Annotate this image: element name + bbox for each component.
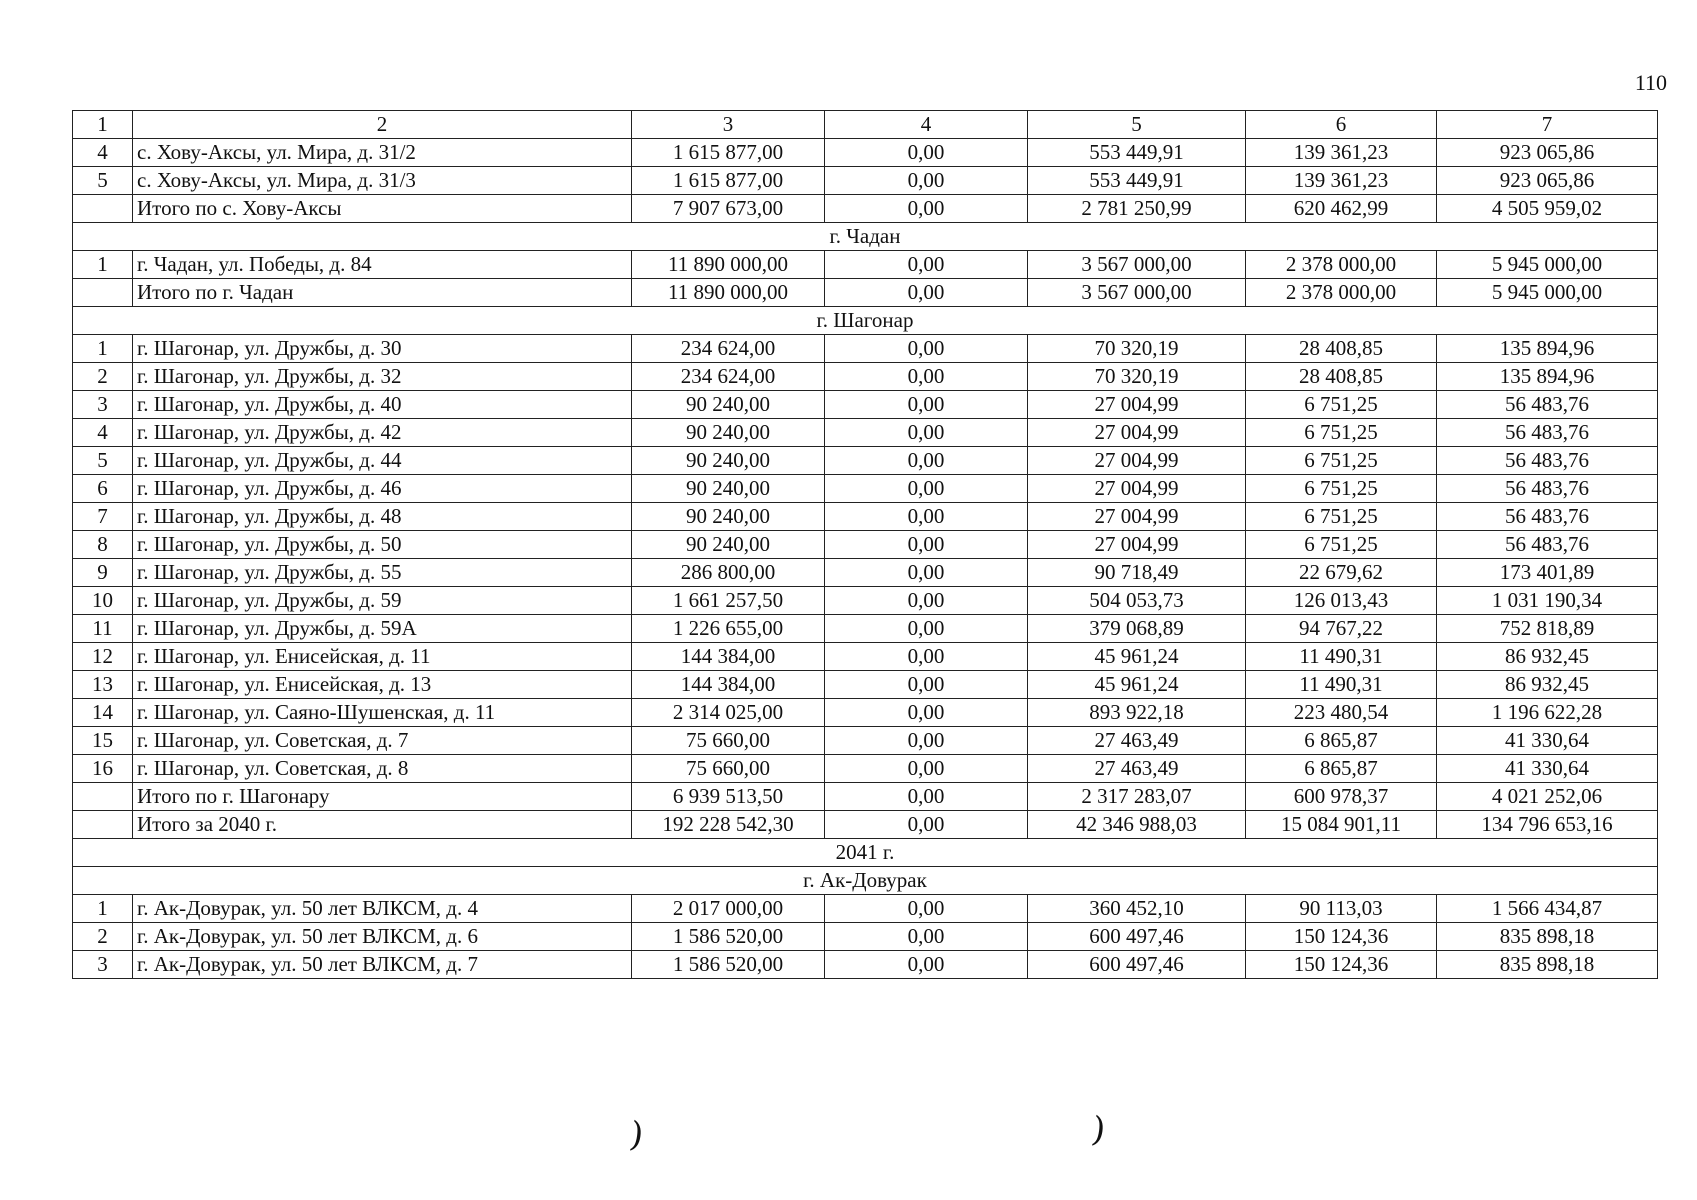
- amount-cell: 2 378 000,00: [1246, 251, 1437, 279]
- amount-cell: 28 408,85: [1246, 335, 1437, 363]
- amount-cell: 0,00: [825, 643, 1028, 671]
- amount-cell: 134 796 653,16: [1437, 811, 1658, 839]
- amount-cell: 0,00: [825, 363, 1028, 391]
- address-cell: г. Шагонар, ул. Енисейская, д. 11: [133, 643, 632, 671]
- row-number-cell: 1: [73, 335, 133, 363]
- amount-cell: 835 898,18: [1437, 951, 1658, 979]
- row-number-cell: [73, 811, 133, 839]
- amount-cell: 56 483,76: [1437, 447, 1658, 475]
- budget-table: [72, 110, 1658, 979]
- amount-cell: 27 004,99: [1028, 531, 1246, 559]
- amount-cell: 923 065,86: [1437, 139, 1658, 167]
- table-row: [73, 139, 1658, 167]
- section-label: 2041 г.: [73, 839, 1658, 867]
- amount-cell: 90 240,00: [632, 531, 825, 559]
- amount-cell: 1 586 520,00: [632, 951, 825, 979]
- amount-cell: 1 586 520,00: [632, 923, 825, 951]
- amount-cell: 86 932,45: [1437, 671, 1658, 699]
- header-cell: 1: [73, 111, 133, 139]
- row-number-cell: 13: [73, 671, 133, 699]
- amount-cell: 0,00: [825, 279, 1028, 307]
- amount-cell: 1 566 434,87: [1437, 895, 1658, 923]
- table-row: [73, 195, 1658, 223]
- amount-cell: 0,00: [825, 755, 1028, 783]
- amount-cell: 56 483,76: [1437, 391, 1658, 419]
- amount-cell: 56 483,76: [1437, 475, 1658, 503]
- amount-cell: 6 751,25: [1246, 419, 1437, 447]
- amount-cell: 0,00: [825, 531, 1028, 559]
- amount-cell: 553 449,91: [1028, 167, 1246, 195]
- amount-cell: 90 240,00: [632, 475, 825, 503]
- amount-cell: 6 751,25: [1246, 503, 1437, 531]
- amount-cell: 56 483,76: [1437, 503, 1658, 531]
- amount-cell: 0,00: [825, 167, 1028, 195]
- amount-cell: 1 031 190,34: [1437, 587, 1658, 615]
- amount-cell: 0,00: [825, 475, 1028, 503]
- amount-cell: 4 021 252,06: [1437, 783, 1658, 811]
- table-row: [73, 755, 1658, 783]
- amount-cell: 7 907 673,00: [632, 195, 825, 223]
- address-cell: г. Шагонар, ул. Советская, д. 8: [133, 755, 632, 783]
- amount-cell: 150 124,36: [1246, 923, 1437, 951]
- table-row: [73, 783, 1658, 811]
- address-cell: Итого по с. Хову-Аксы: [133, 195, 632, 223]
- table-row: [73, 615, 1658, 643]
- section-row: [73, 223, 1658, 251]
- address-cell: г. Чадан, ул. Победы, д. 84: [133, 251, 632, 279]
- address-cell: г. Ак-Довурак, ул. 50 лет ВЛКСМ, д. 4: [133, 895, 632, 923]
- amount-cell: 0,00: [825, 811, 1028, 839]
- amount-cell: 0,00: [825, 587, 1028, 615]
- section-label: г. Ак-Довурак: [73, 867, 1658, 895]
- address-cell: г. Шагонар, ул. Дружбы, д. 42: [133, 419, 632, 447]
- amount-cell: 27 004,99: [1028, 391, 1246, 419]
- section-row: [73, 839, 1658, 867]
- amount-cell: 553 449,91: [1028, 139, 1246, 167]
- amount-cell: 135 894,96: [1437, 335, 1658, 363]
- amount-cell: 1 196 622,28: [1437, 699, 1658, 727]
- address-cell: г. Шагонар, ул. Дружбы, д. 32: [133, 363, 632, 391]
- amount-cell: 600 497,46: [1028, 923, 1246, 951]
- table-row: [73, 419, 1658, 447]
- amount-cell: 75 660,00: [632, 727, 825, 755]
- row-number-cell: 1: [73, 251, 133, 279]
- row-number-cell: [73, 279, 133, 307]
- row-number-cell: 2: [73, 363, 133, 391]
- address-cell: г. Шагонар, ул. Дружбы, д. 59: [133, 587, 632, 615]
- table-row: [73, 391, 1658, 419]
- table-row: [73, 727, 1658, 755]
- amount-cell: 90 240,00: [632, 503, 825, 531]
- amount-cell: 126 013,43: [1246, 587, 1437, 615]
- table-row: [73, 251, 1658, 279]
- address-cell: Итого за 2040 г.: [133, 811, 632, 839]
- header-cell: 6: [1246, 111, 1437, 139]
- table-row: [73, 279, 1658, 307]
- address-cell: г. Шагонар, ул. Дружбы, д. 50: [133, 531, 632, 559]
- header-cell: 4: [825, 111, 1028, 139]
- table-header-row: [73, 111, 1658, 139]
- amount-cell: 5 945 000,00: [1437, 251, 1658, 279]
- amount-cell: 2 017 000,00: [632, 895, 825, 923]
- address-cell: г. Шагонар, ул. Саяно-Шушенская, д. 11: [133, 699, 632, 727]
- amount-cell: 1 226 655,00: [632, 615, 825, 643]
- header-cell: 2: [133, 111, 632, 139]
- table-row: [73, 811, 1658, 839]
- amount-cell: 0,00: [825, 251, 1028, 279]
- amount-cell: 923 065,86: [1437, 167, 1658, 195]
- amount-cell: 6 865,87: [1246, 755, 1437, 783]
- amount-cell: 2 781 250,99: [1028, 195, 1246, 223]
- amount-cell: 15 084 901,11: [1246, 811, 1437, 839]
- amount-cell: 90 240,00: [632, 419, 825, 447]
- row-number-cell: 1: [73, 895, 133, 923]
- amount-cell: 90 240,00: [632, 391, 825, 419]
- amount-cell: 1 615 877,00: [632, 167, 825, 195]
- address-cell: г. Шагонар, ул. Советская, д. 7: [133, 727, 632, 755]
- page-number: 110: [1634, 70, 1667, 95]
- amount-cell: 22 679,62: [1246, 559, 1437, 587]
- amount-cell: 379 068,89: [1028, 615, 1246, 643]
- amount-cell: 27 004,99: [1028, 503, 1246, 531]
- amount-cell: 192 228 542,30: [632, 811, 825, 839]
- amount-cell: 90 113,03: [1246, 895, 1437, 923]
- table-row: [73, 363, 1658, 391]
- amount-cell: 0,00: [825, 195, 1028, 223]
- amount-cell: 5 945 000,00: [1437, 279, 1658, 307]
- header-cell: 3: [632, 111, 825, 139]
- address-cell: г. Шагонар, ул. Дружбы, д. 55: [133, 559, 632, 587]
- amount-cell: 6 939 513,50: [632, 783, 825, 811]
- address-cell: г. Шагонар, ул. Дружбы, д. 48: [133, 503, 632, 531]
- amount-cell: 835 898,18: [1437, 923, 1658, 951]
- table-row: [73, 699, 1658, 727]
- table-row: [73, 559, 1658, 587]
- address-cell: Итого по г. Чадан: [133, 279, 632, 307]
- amount-cell: 0,00: [825, 419, 1028, 447]
- amount-cell: 11 890 000,00: [632, 279, 825, 307]
- row-number-cell: 14: [73, 699, 133, 727]
- section-row: [73, 307, 1658, 335]
- table-row: [73, 475, 1658, 503]
- amount-cell: 1 661 257,50: [632, 587, 825, 615]
- amount-cell: 41 330,64: [1437, 727, 1658, 755]
- amount-cell: 600 978,37: [1246, 783, 1437, 811]
- row-number-cell: 7: [73, 503, 133, 531]
- amount-cell: 0,00: [825, 699, 1028, 727]
- row-number-cell: 4: [73, 419, 133, 447]
- amount-cell: 893 922,18: [1028, 699, 1246, 727]
- amount-cell: 11 490,31: [1246, 643, 1437, 671]
- amount-cell: 0,00: [825, 783, 1028, 811]
- amount-cell: 0,00: [825, 727, 1028, 755]
- amount-cell: 11 890 000,00: [632, 251, 825, 279]
- table-row: [73, 951, 1658, 979]
- row-number-cell: 9: [73, 559, 133, 587]
- amount-cell: 1 615 877,00: [632, 139, 825, 167]
- amount-cell: 0,00: [825, 503, 1028, 531]
- amount-cell: 223 480,54: [1246, 699, 1437, 727]
- amount-cell: 360 452,10: [1028, 895, 1246, 923]
- amount-cell: 0,00: [825, 139, 1028, 167]
- row-number-cell: 3: [73, 951, 133, 979]
- address-cell: с. Хову-Аксы, ул. Мира, д. 31/3: [133, 167, 632, 195]
- table-row: [73, 587, 1658, 615]
- pencil-mark: ): [627, 1114, 646, 1156]
- amount-cell: 0,00: [825, 447, 1028, 475]
- section-label: г. Шагонар: [73, 307, 1658, 335]
- row-number-cell: [73, 783, 133, 811]
- table-row: [73, 671, 1658, 699]
- amount-cell: 0,00: [825, 951, 1028, 979]
- amount-cell: 2 314 025,00: [632, 699, 825, 727]
- address-cell: г. Шагонар, ул. Дружбы, д. 40: [133, 391, 632, 419]
- amount-cell: 6 751,25: [1246, 391, 1437, 419]
- amount-cell: 4 505 959,02: [1437, 195, 1658, 223]
- amount-cell: 6 865,87: [1246, 727, 1437, 755]
- amount-cell: 144 384,00: [632, 643, 825, 671]
- amount-cell: 27 463,49: [1028, 755, 1246, 783]
- table-row: [73, 923, 1658, 951]
- address-cell: г. Шагонар, ул. Дружбы, д. 30: [133, 335, 632, 363]
- address-cell: с. Хову-Аксы, ул. Мира, д. 31/2: [133, 139, 632, 167]
- amount-cell: 2 378 000,00: [1246, 279, 1437, 307]
- header-cell: 5: [1028, 111, 1246, 139]
- amount-cell: 70 320,19: [1028, 363, 1246, 391]
- amount-cell: 27 004,99: [1028, 447, 1246, 475]
- amount-cell: 42 346 988,03: [1028, 811, 1246, 839]
- address-cell: г. Ак-Довурак, ул. 50 лет ВЛКСМ, д. 7: [133, 951, 632, 979]
- amount-cell: 28 408,85: [1246, 363, 1437, 391]
- row-number-cell: 5: [73, 167, 133, 195]
- table-row: [73, 167, 1658, 195]
- address-cell: г. Шагонар, ул. Дружбы, д. 46: [133, 475, 632, 503]
- row-number-cell: 12: [73, 643, 133, 671]
- amount-cell: 0,00: [825, 559, 1028, 587]
- table-row: [73, 895, 1658, 923]
- amount-cell: 234 624,00: [632, 335, 825, 363]
- amount-cell: 144 384,00: [632, 671, 825, 699]
- row-number-cell: 8: [73, 531, 133, 559]
- amount-cell: 3 567 000,00: [1028, 279, 1246, 307]
- amount-cell: 286 800,00: [632, 559, 825, 587]
- amount-cell: 139 361,23: [1246, 167, 1437, 195]
- row-number-cell: 4: [73, 139, 133, 167]
- amount-cell: 45 961,24: [1028, 643, 1246, 671]
- amount-cell: 11 490,31: [1246, 671, 1437, 699]
- amount-cell: 173 401,89: [1437, 559, 1658, 587]
- header-cell: 7: [1437, 111, 1658, 139]
- amount-cell: 0,00: [825, 615, 1028, 643]
- amount-cell: 27 463,49: [1028, 727, 1246, 755]
- amount-cell: 27 004,99: [1028, 475, 1246, 503]
- amount-cell: 0,00: [825, 895, 1028, 923]
- amount-cell: 135 894,96: [1437, 363, 1658, 391]
- amount-cell: 0,00: [825, 923, 1028, 951]
- amount-cell: 139 361,23: [1246, 139, 1437, 167]
- address-cell: г. Шагонар, ул. Дружбы, д. 44: [133, 447, 632, 475]
- row-number-cell: 5: [73, 447, 133, 475]
- row-number-cell: [73, 195, 133, 223]
- amount-cell: 94 767,22: [1246, 615, 1437, 643]
- amount-cell: 56 483,76: [1437, 419, 1658, 447]
- row-number-cell: 15: [73, 727, 133, 755]
- row-number-cell: 10: [73, 587, 133, 615]
- row-number-cell: 2: [73, 923, 133, 951]
- table-row: [73, 531, 1658, 559]
- address-cell: Итого по г. Шагонару: [133, 783, 632, 811]
- address-cell: г. Шагонар, ул. Енисейская, д. 13: [133, 671, 632, 699]
- row-number-cell: 3: [73, 391, 133, 419]
- amount-cell: 504 053,73: [1028, 587, 1246, 615]
- amount-cell: 0,00: [825, 671, 1028, 699]
- amount-cell: 600 497,46: [1028, 951, 1246, 979]
- pencil-mark: ): [1089, 1109, 1108, 1151]
- amount-cell: 752 818,89: [1437, 615, 1658, 643]
- amount-cell: 150 124,36: [1246, 951, 1437, 979]
- amount-cell: 620 462,99: [1246, 195, 1437, 223]
- amount-cell: 41 330,64: [1437, 755, 1658, 783]
- row-number-cell: 6: [73, 475, 133, 503]
- amount-cell: 75 660,00: [632, 755, 825, 783]
- amount-cell: 90 240,00: [632, 447, 825, 475]
- amount-cell: 90 718,49: [1028, 559, 1246, 587]
- table-row: [73, 335, 1658, 363]
- section-row: [73, 867, 1658, 895]
- amount-cell: 27 004,99: [1028, 419, 1246, 447]
- section-label: г. Чадан: [73, 223, 1658, 251]
- amount-cell: 0,00: [825, 391, 1028, 419]
- row-number-cell: 16: [73, 755, 133, 783]
- amount-cell: 6 751,25: [1246, 447, 1437, 475]
- amount-cell: 2 317 283,07: [1028, 783, 1246, 811]
- amount-cell: 0,00: [825, 335, 1028, 363]
- amount-cell: 56 483,76: [1437, 531, 1658, 559]
- amount-cell: 86 932,45: [1437, 643, 1658, 671]
- table-row: [73, 643, 1658, 671]
- table-row: [73, 447, 1658, 475]
- address-cell: г. Шагонар, ул. Дружбы, д. 59А: [133, 615, 632, 643]
- amount-cell: 6 751,25: [1246, 531, 1437, 559]
- amount-cell: 3 567 000,00: [1028, 251, 1246, 279]
- amount-cell: 234 624,00: [632, 363, 825, 391]
- row-number-cell: 11: [73, 615, 133, 643]
- address-cell: г. Ак-Довурак, ул. 50 лет ВЛКСМ, д. 6: [133, 923, 632, 951]
- table-row: [73, 503, 1658, 531]
- amount-cell: 45 961,24: [1028, 671, 1246, 699]
- amount-cell: 70 320,19: [1028, 335, 1246, 363]
- amount-cell: 6 751,25: [1246, 475, 1437, 503]
